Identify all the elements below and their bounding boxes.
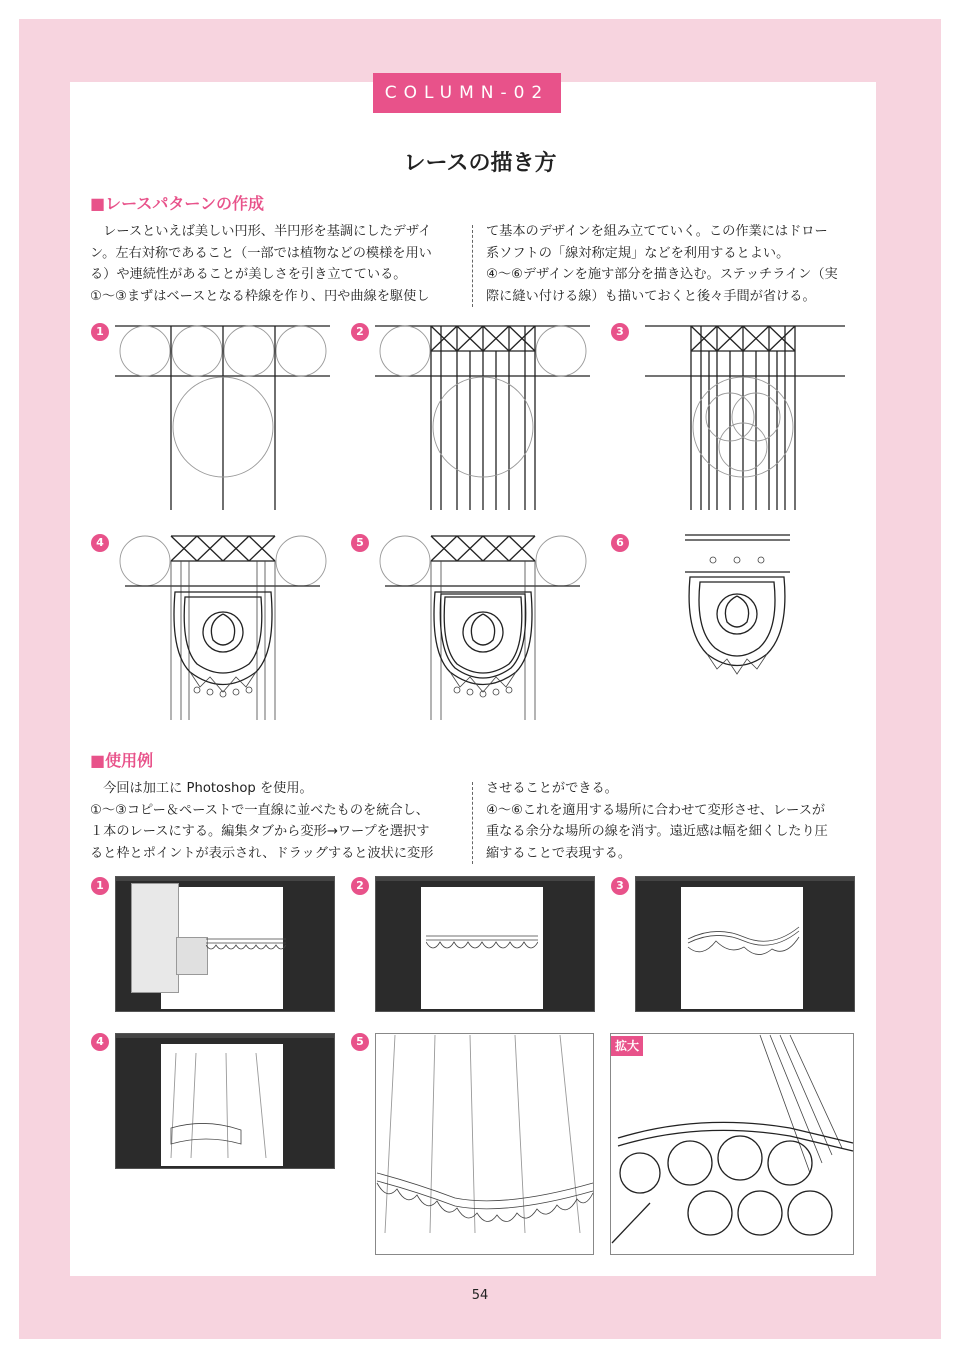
- text-line: ④～⑥デザインを施す部分を描き込む。ステッチライン（実: [486, 267, 838, 282]
- lace-step-1-figure: [115, 322, 335, 512]
- text-line: ①～③まずはベースとなる枠線を作り、円や曲線を駆使し: [90, 288, 430, 304]
- text-line: させることができる。: [486, 781, 618, 796]
- column-divider: [472, 225, 473, 307]
- transform-submenu: [176, 937, 208, 975]
- usage-badge-5: 5: [351, 1033, 369, 1051]
- text-line: 今回は加工に Photoshop を使用。: [90, 781, 313, 796]
- column-tag: COLUMN-02: [373, 73, 561, 113]
- zoomed-lace-detail-image: [610, 1033, 855, 1255]
- text-line: ると枠とポイントが表示され、ドラッグすると波状に変形: [90, 845, 434, 861]
- text-line: ン。左右対称であること（一部では植物などの模様を用い: [90, 245, 432, 261]
- text-line: 系ソフトの「線対称定規」などを利用するとよい。: [486, 245, 790, 261]
- page-title: レースの描き方: [403, 151, 557, 176]
- text-line: る）や連続性があることが美しさを引き立てている。: [90, 267, 407, 282]
- section2-left-text: [90, 778, 433, 864]
- lace-step-2-figure: [375, 322, 595, 512]
- page-number: 54: [471, 1288, 489, 1303]
- photoshop-screenshot-1: [115, 876, 335, 1012]
- usage-badge-2: 2: [351, 877, 369, 895]
- text-line: 縮することで表現する。: [486, 845, 632, 861]
- usage-badge-4: 4: [91, 1033, 109, 1051]
- step-badge-4: 4: [91, 534, 109, 552]
- edit-menu-dropdown: [131, 883, 179, 993]
- step-badge-5: 5: [351, 534, 369, 552]
- lace-step-3-figure: [635, 322, 855, 512]
- usage-badge-3: 3: [611, 877, 629, 895]
- text-line: １本のレースにする。編集タブから変形→ワープを選択す: [90, 824, 430, 839]
- section-heading-pattern: ■レースパターンの作成: [90, 194, 264, 213]
- step-badge-6: 6: [611, 534, 629, 552]
- section-heading-usage: ■使用例: [90, 751, 154, 770]
- step-badge-2: 2: [351, 323, 369, 341]
- app-menubar: [376, 877, 594, 881]
- lace-strip-image: [426, 932, 538, 956]
- photoshop-screenshot-4: [115, 1033, 335, 1169]
- text-line: レースといえば美しい円形、半円形を基調にしたデザイ: [90, 224, 432, 239]
- warped-lace-image: [686, 917, 801, 962]
- photoshop-screenshot-3: [635, 876, 855, 1012]
- app-menubar: [636, 877, 854, 881]
- skirt-sketch-image: [166, 1048, 278, 1166]
- text-line: 重なる余分な場所の線を消す。遠近感は幅を細くしたり圧: [486, 824, 828, 839]
- text-line: 際に縫い付ける線）も描いておくと後々手間が省ける。: [486, 288, 816, 304]
- lace-step-6-figure: [675, 532, 805, 692]
- section2-right-text: [486, 778, 828, 864]
- section1-left-text: [90, 221, 432, 307]
- step-badge-1: 1: [91, 323, 109, 341]
- lace-step-5-figure: [375, 532, 595, 722]
- step-badge-3: 3: [611, 323, 629, 341]
- text-line: ④～⑥これを適用する場所に合わせて変形させ、レースが: [486, 802, 826, 818]
- photoshop-screenshot-2: [375, 876, 595, 1012]
- section1-right-text: [486, 221, 838, 307]
- lace-strip-image: [206, 935, 286, 955]
- app-menubar: [116, 877, 334, 881]
- app-menubar: [116, 1034, 334, 1038]
- column-divider: [472, 782, 473, 864]
- lace-step-4-figure: [115, 532, 335, 722]
- usage-badge-1: 1: [91, 877, 109, 895]
- zoom-label-badge: 拡大: [611, 1036, 643, 1056]
- text-line: ①～③コピー＆ペーストで一直線に並べたものを統合し、: [90, 802, 429, 818]
- text-line: て基本のデザインを組み立てていく。この作業にはドロー: [486, 224, 828, 239]
- skirt-lace-result-image: [375, 1033, 595, 1255]
